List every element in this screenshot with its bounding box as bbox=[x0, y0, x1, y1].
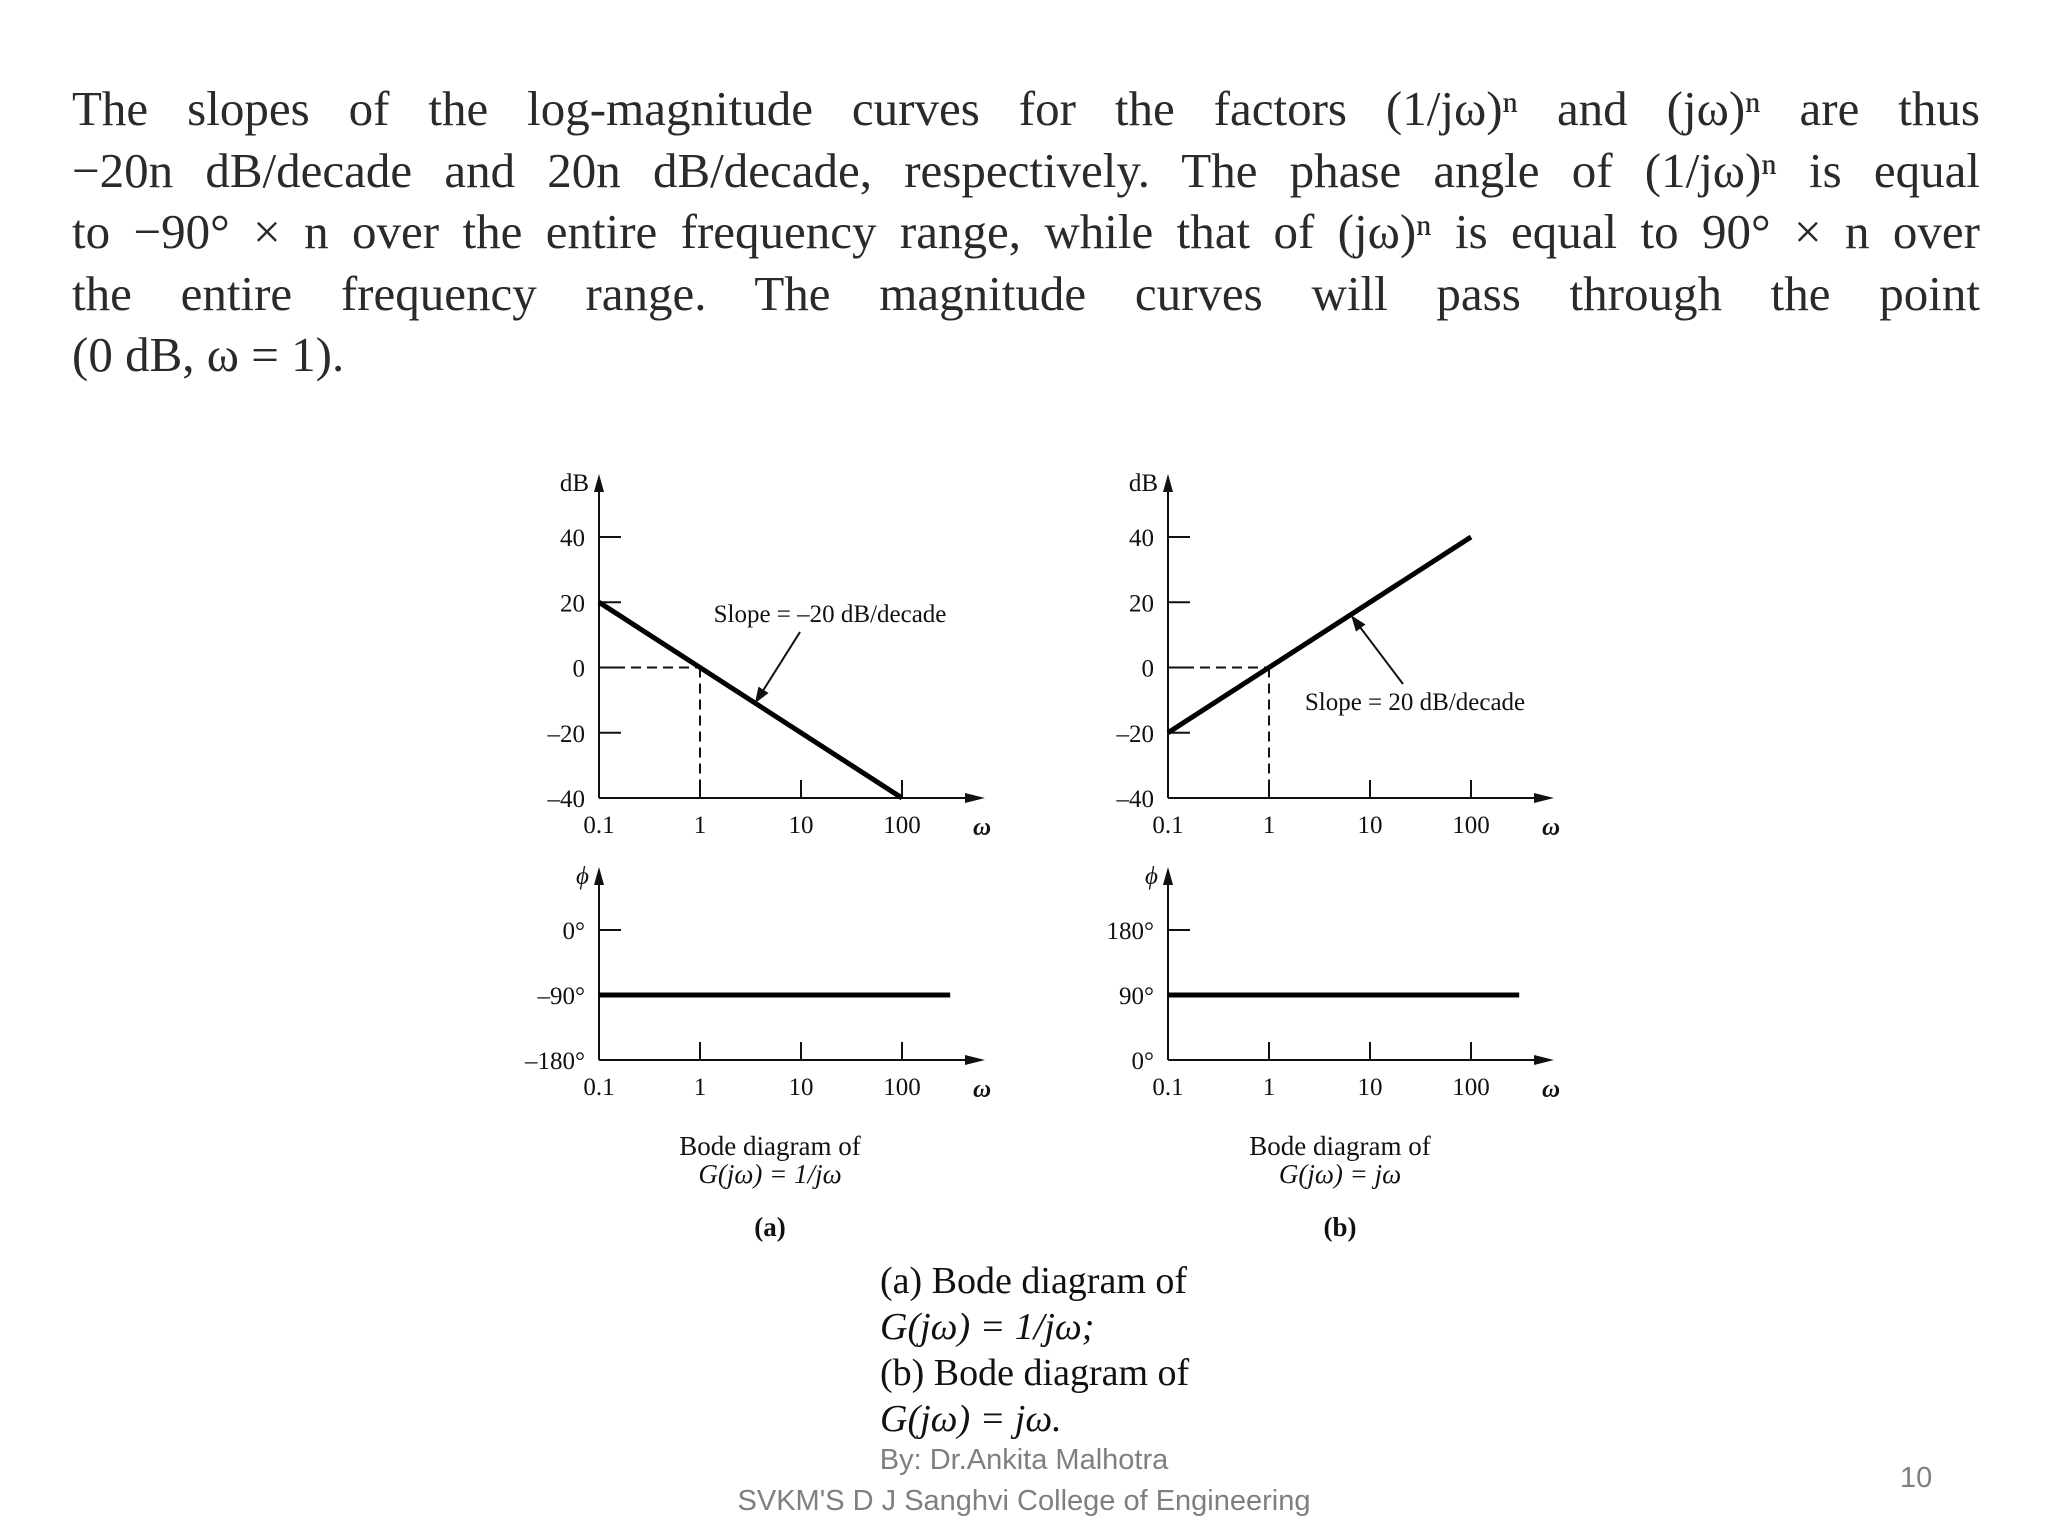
caption-b-label: (b) bbox=[1323, 1212, 1357, 1242]
caption-a-line2: G(jω) = 1/jω bbox=[698, 1159, 842, 1189]
y-tick-label: –20 bbox=[1116, 720, 1154, 748]
x-axis-arrow bbox=[1534, 793, 1554, 803]
caption-b-line2: G(jω) = jω bbox=[1278, 1159, 1402, 1189]
y-axis-arrow bbox=[1163, 474, 1173, 492]
intro-line: The slopes of the log-magnitude curves for the factors (1/jω)ⁿ and (jω)ⁿ are thus bbox=[72, 81, 1980, 136]
phase-chart-a bbox=[524, 863, 991, 1103]
y-tick-label: 40 bbox=[560, 525, 585, 552]
y-tick-label: 20 bbox=[1129, 590, 1154, 618]
x-axis-label: ω bbox=[973, 814, 992, 841]
x-axis-arrow bbox=[1534, 1055, 1554, 1065]
x-tick-label: 10 bbox=[788, 812, 814, 839]
slope-annotation: Slope = –20 dB/decade bbox=[713, 601, 947, 628]
x-tick-label: 0.1 bbox=[583, 812, 615, 839]
magnitude-chart-a bbox=[547, 470, 992, 841]
caption-line: G(jω) = 1/jω; bbox=[880, 1306, 1095, 1348]
y-axis-label: ϕ bbox=[576, 863, 589, 890]
intro-line: the entire frequency range. The magnitude curves will pass through the point bbox=[72, 265, 1980, 321]
y-axis-label: dB bbox=[1128, 470, 1158, 497]
x-tick-label: 10 bbox=[1357, 1074, 1383, 1101]
y-tick-label: 0 bbox=[572, 655, 585, 683]
y-tick-label: 40 bbox=[1129, 525, 1154, 552]
caption-line: (a) Bode diagram of bbox=[880, 1260, 1188, 1302]
x-axis-label: ω bbox=[1542, 814, 1561, 841]
caption-line: G(jω) = jω. bbox=[880, 1398, 1062, 1440]
y-tick-label: 0° bbox=[1131, 1048, 1154, 1075]
y-tick-label: 0 bbox=[1141, 655, 1154, 683]
y-tick-label: –40 bbox=[547, 786, 585, 813]
magnitude-chart-b bbox=[1116, 470, 1561, 841]
x-tick-label: 1 bbox=[693, 1074, 707, 1101]
intro-line: (0 dB, ω = 1). bbox=[72, 327, 345, 382]
footer bbox=[0, 1440, 2048, 1522]
y-axis-label: dB bbox=[559, 470, 589, 497]
x-tick-label: 0.1 bbox=[1152, 1074, 1184, 1101]
caption-b-line1: Bode diagram of bbox=[1249, 1131, 1431, 1161]
x-tick-label: 0.1 bbox=[583, 1074, 615, 1101]
footer-author: By: Dr.Ankita Malhotra bbox=[879, 1444, 1169, 1476]
x-axis-arrow bbox=[965, 793, 985, 803]
y-tick-label: –20 bbox=[547, 720, 585, 748]
x-tick-label: 100 bbox=[1452, 812, 1490, 839]
caption-a-label: (a) bbox=[754, 1212, 786, 1242]
x-axis-label: ω bbox=[1542, 1076, 1561, 1103]
series-line bbox=[599, 602, 902, 798]
x-tick-label: 100 bbox=[883, 812, 921, 839]
y-tick-label: –180° bbox=[525, 1048, 585, 1075]
slope-annotation: Slope = 20 dB/decade bbox=[1304, 689, 1526, 716]
figure-caption bbox=[880, 1258, 1189, 1442]
y-axis-arrow bbox=[594, 474, 604, 492]
y-tick-label: 0° bbox=[562, 918, 585, 945]
intro-line: to −90° × n over the entire frequency range, while that of (jω)ⁿ is equal to 90° × n over bbox=[72, 204, 1980, 259]
annotation-arrowhead bbox=[755, 687, 769, 704]
phase-chart-b bbox=[1107, 863, 1561, 1103]
x-tick-label: 0.1 bbox=[1152, 812, 1184, 839]
y-axis-label: ϕ bbox=[1145, 863, 1158, 890]
x-axis-arrow bbox=[965, 1055, 985, 1065]
y-axis-arrow bbox=[594, 867, 604, 885]
intro-line: −20n dB/decade and 20n dB/decade, respectively. The phase angle of (1/jω)ⁿ is equal bbox=[72, 142, 1980, 198]
y-tick-label: –90° bbox=[537, 983, 585, 1010]
caption-a-line1: Bode diagram of bbox=[679, 1131, 861, 1161]
caption-line: (b) Bode diagram of bbox=[880, 1352, 1190, 1394]
y-tick-label: 90° bbox=[1119, 983, 1154, 1010]
x-tick-label: 10 bbox=[1357, 812, 1383, 839]
x-tick-label: 100 bbox=[883, 1074, 921, 1101]
x-tick-label: 10 bbox=[788, 1074, 814, 1101]
y-tick-label: 20 bbox=[560, 590, 585, 618]
page-number: 10 bbox=[1900, 1462, 1933, 1494]
y-tick-label: –40 bbox=[1116, 786, 1154, 813]
y-axis-arrow bbox=[1163, 867, 1173, 885]
x-tick-label: 1 bbox=[1262, 812, 1276, 839]
footer-institution: SVKM'S D J Sanghvi College of Engineering bbox=[737, 1485, 1311, 1517]
x-tick-label: 1 bbox=[1262, 1074, 1276, 1101]
x-axis-label: ω bbox=[973, 1076, 992, 1103]
x-tick-label: 1 bbox=[693, 812, 707, 839]
y-tick-label: 180° bbox=[1106, 918, 1154, 945]
annotation-arrowhead bbox=[1351, 615, 1365, 631]
x-tick-label: 100 bbox=[1452, 1074, 1490, 1101]
